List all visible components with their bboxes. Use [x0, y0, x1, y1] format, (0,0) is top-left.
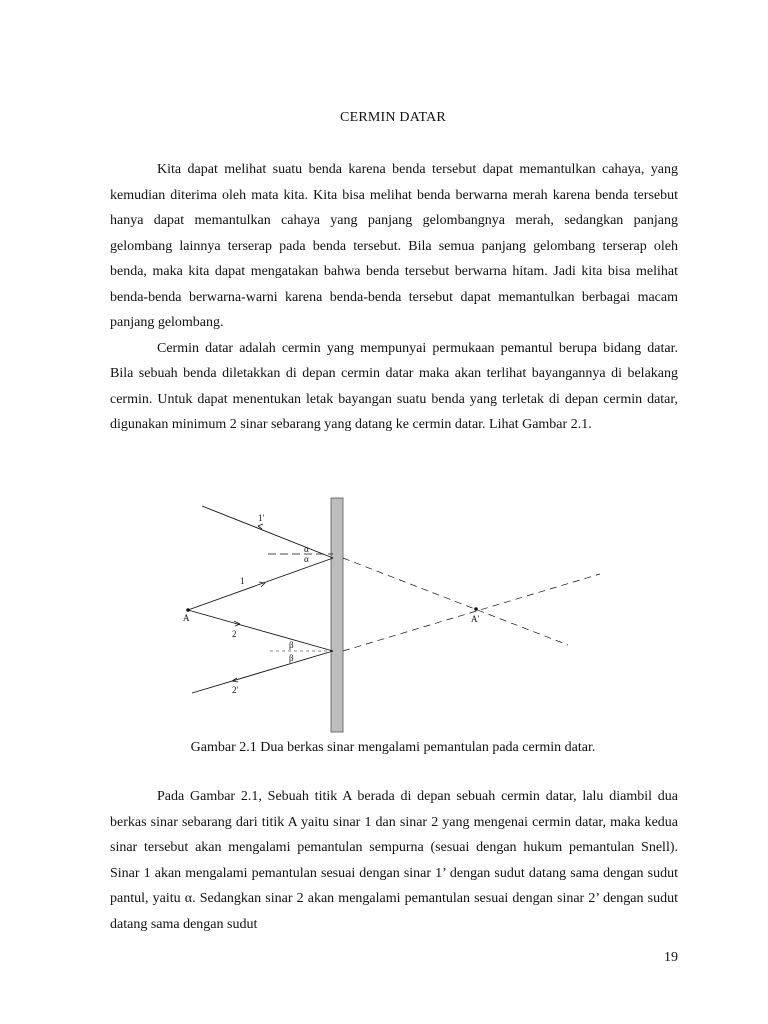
label-a: A	[183, 613, 190, 623]
label-ray-1-reflected: 1'	[258, 513, 265, 523]
body-text-bottom	[110, 784, 678, 937]
label-a-image: A'	[471, 614, 480, 624]
page-title: CERMIN DATAR	[340, 110, 446, 125]
ray-1-reflected-line	[202, 506, 333, 558]
ray-2-extension	[343, 574, 600, 651]
label-alpha-1: α	[304, 544, 309, 554]
label-ray-2-reflected: 2'	[232, 685, 239, 695]
page-number: 19	[664, 950, 678, 965]
paragraph: Cermin datar adalah cermin yang mempunyai permukaan pemantul berupa bidang datar. Bila sebuah benda diletakkan di depan cermin datar maka akan terlihat bayangannya di belakang cermin. Untuk dapat menentukan letak bayangan suatu benda yang terletak di depan cermin datar, digunakan minimum 2 sinar sebarang yang datang ke cermin datar. Lihat Gambar 2.1.	[110, 340, 678, 432]
label-ray-1: 1	[240, 576, 245, 586]
body-text-top	[110, 157, 678, 438]
label-ray-2: 2	[232, 629, 237, 639]
label-alpha-2: α	[304, 554, 309, 564]
mirror-reflection-figure	[170, 488, 610, 738]
point-a-image-marker	[474, 607, 478, 611]
paragraph: Pada Gambar 2.1, Sebuah titik A berada di depan sebuah cermin datar, lalu diambil dua berkas sinar sebarang dari titik A yaitu sinar 1 dan sinar 2 yang mengenai cermin datar, maka kedua sinar tersebut akan mengalami pemantulan sempurna (sesuai dengan hukum pemantulan Snell). Sinar 1 akan mengalami pemantulan sesuai dengan sinar 1’ dengan sudut datang sama dengan sudut pantul, yaitu α. Sedangkan sinar 2 akan mengalami pemantulan sesuai dengan sinar 2’ dengan sudut datang sama dengan sudut	[110, 789, 678, 932]
ray-diagram	[170, 488, 610, 738]
ray-2-line	[188, 610, 333, 651]
figure-caption: Gambar 2.1 Dua berkas sinar mengalami pemantulan pada cermin datar.	[190, 740, 596, 755]
point-a-marker	[186, 608, 190, 612]
label-beta-1: β	[289, 640, 294, 650]
ray-1-line	[188, 558, 333, 610]
ray-1-extension	[343, 558, 568, 645]
label-beta-2: β	[289, 653, 294, 663]
paragraph: Kita dapat melihat suatu benda karena benda tersebut dapat memantulkan cahaya, yang kemudian diterima oleh mata kita. Kita bisa melihat benda berwarna merah karena benda tersebut hanya dapat memantulkan cahaya yang panjang gelombangnya merah, sedangkan panjang gelombang lainnya terserap pada benda tersebut. Bila semua panjang gelombang terserap oleh benda, maka kita dapat mengatakan bahwa benda tersebut berwarna hitam. Jadi kita bisa melihat benda-benda berwarna-warni karena benda-benda tersebut dapat memantulkan berbagai macam panjang gelombang.	[110, 162, 678, 330]
plane-mirror	[331, 498, 343, 732]
ray-2-reflected-line	[192, 651, 333, 693]
